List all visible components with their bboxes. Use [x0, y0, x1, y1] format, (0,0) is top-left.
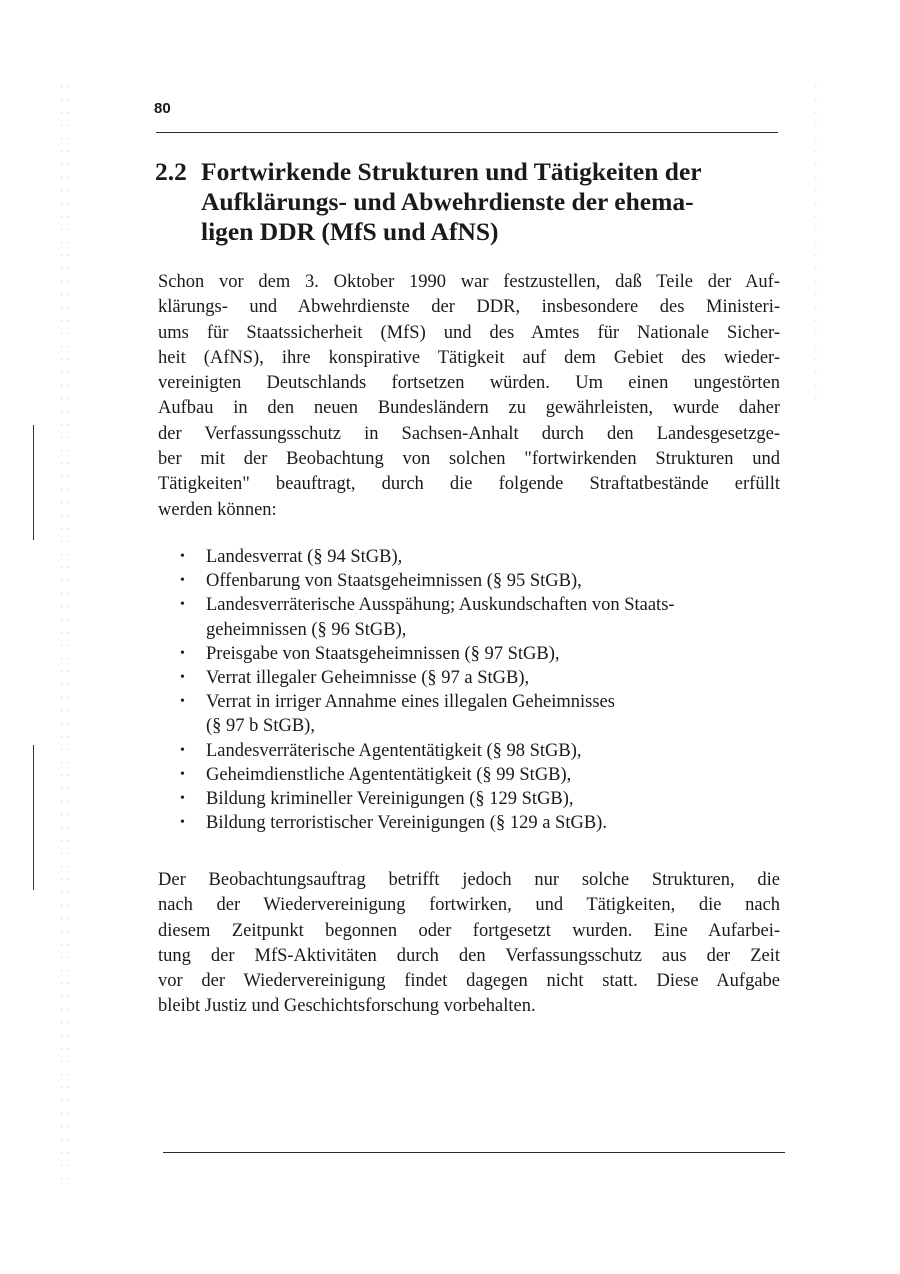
bullet-icon: •: [180, 766, 185, 782]
offence-list: [178, 545, 788, 835]
paragraph-line: Der Beobachtungsauftrag betrifft jedoch nur solche Strukturen, die: [158, 870, 780, 890]
list-item: • Bildung krimineller Vereinigungen (§ 129 StGB),: [178, 787, 788, 811]
scan-edge-noise-right: [812, 80, 822, 410]
header-rule: [156, 132, 778, 133]
footer-rule: [163, 1152, 785, 1153]
paragraph-line: vor der Wiedervereinigung findet dagegen nicht statt. Diese Aufgabe: [158, 971, 780, 992]
paragraph-line: nach der Wiedervereinigung fortwirken, und Tätigkeiten, die nach: [158, 895, 780, 916]
list-item: • Landesverrat (§ 94 StGB),: [178, 545, 788, 569]
paragraph-line: werden können:: [158, 499, 277, 520]
bullet-icon: •: [180, 597, 185, 613]
paragraph-line: ber mit der Beobachtung von solchen "fortwirkenden Strukturen und: [158, 449, 780, 470]
bullet-icon: •: [180, 742, 185, 758]
page-number: 80: [154, 100, 171, 117]
heading-line-2: Aufklärungs- und Abwehrdienste der ehema-: [201, 187, 694, 216]
paragraph-line: diesem Zeitpunkt begonnen oder fortgesetzt wurden. Eine Aufarbei-: [158, 920, 780, 941]
paragraph-line: bleibt Justiz und Geschichtsforschung vorbehalten.: [158, 996, 536, 1017]
scan-edge-noise: [58, 80, 72, 1190]
paragraph-line: ums für Staatssicherheit (MfS) und des Amtes für Nationale Sicher-: [158, 322, 780, 343]
paragraph-line: vereinigten Deutschlands fortsetzen würden. Um einen ungestörten: [158, 373, 780, 394]
bullet-icon: •: [180, 791, 185, 807]
paragraph-line: heit (AfNS), ihre konspirative Tätigkeit auf dem Gebiet des wieder-: [158, 347, 780, 368]
list-item: • Preisgabe von Staatsgeheimnissen (§ 97 StGB),: [178, 642, 788, 666]
paragraph-line: tung der MfS-Aktivitäten durch den Verfassungsschutz aus der Zeit: [158, 945, 780, 966]
paragraph-line: Aufbau in den neuen Bundesländern zu gewährleisten, wurde daher: [158, 398, 780, 419]
list-item: • Bildung terroristischer Vereinigungen (§ 129 a StGB).: [178, 811, 788, 835]
paragraph-line: der Verfassungsschutz in Sachsen-Anhalt durch den Landesgesetzge-: [158, 423, 780, 444]
heading-line-3: ligen DDR (MfS und AfNS): [201, 217, 499, 246]
paragraph-line: klärungs- und Abwehrdienste der DDR, insbesondere des Ministeri-: [158, 297, 780, 318]
margin-mark: [33, 425, 34, 540]
section-heading: [155, 157, 795, 247]
margin-mark: [33, 745, 34, 890]
bullet-icon: •: [180, 670, 185, 686]
list-item: • Landesverräterische Agententätigkeit (§ 98 StGB),: [178, 739, 788, 763]
paragraph-line: Tätigkeiten" beauftragt, durch die folgende Straftatbestände erfüllt: [158, 474, 780, 495]
intro-paragraph: [158, 270, 780, 523]
section-number: 2.2: [155, 157, 187, 186]
list-item: • Geheimdienstliche Agententätigkeit (§ 99 StGB),: [178, 763, 788, 787]
bullet-icon: •: [180, 815, 185, 831]
bullet-icon: •: [180, 573, 185, 589]
bullet-icon: •: [180, 694, 185, 710]
list-item: • Verrat in irriger Annahme eines illegalen Geheimnisses (§ 97 b StGB),: [180, 692, 615, 737]
heading-line-1: 2.2 Fortwirkende Strukturen und Tätigkeiten der: [155, 157, 702, 186]
paragraph-line: Schon vor dem 3. Oktober 1990 war festzustellen, daß Teile der Auf-: [158, 272, 780, 292]
bullet-icon: •: [180, 645, 185, 661]
list-item: • Landesverräterische Ausspähung; Auskundschaften von Staats- geheimnissen (§ 96 StGB),: [180, 595, 675, 640]
list-item: • Verrat illegaler Geheimnisse (§ 97 a StGB),: [178, 666, 788, 690]
list-item: • Offenbarung von Staatsgeheimnissen (§ 95 StGB),: [178, 569, 788, 593]
bullet-icon: •: [180, 549, 185, 564]
closing-paragraph: [158, 868, 780, 1020]
